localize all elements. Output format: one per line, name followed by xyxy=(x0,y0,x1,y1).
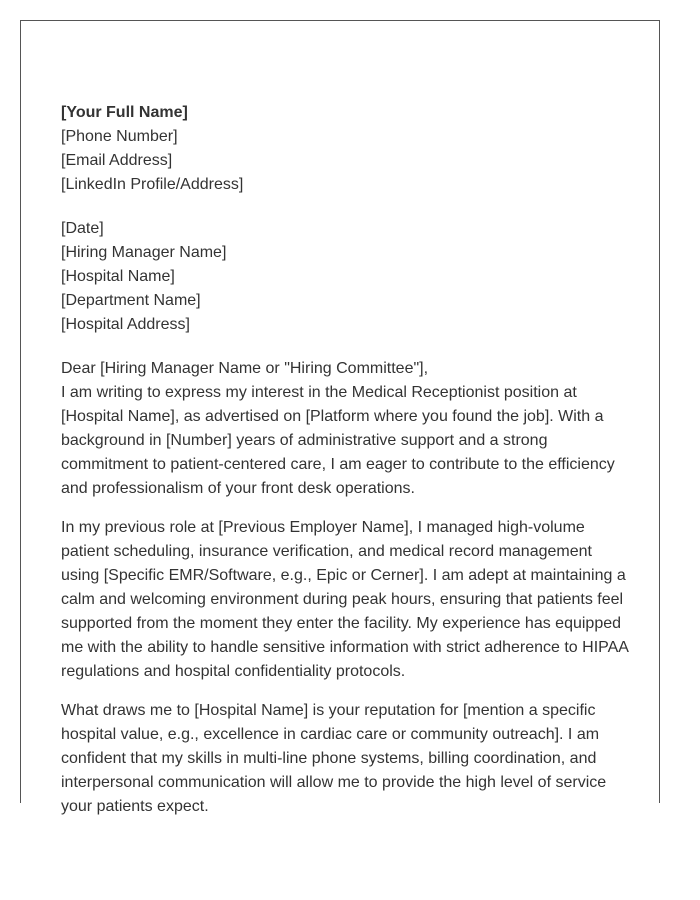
salutation: Dear [Hiring Manager Name or "Hiring Committee"], xyxy=(61,360,429,377)
body-paragraph-1: I am writing to express my interest in the Medical Receptionist position at [Hospital Name], as advertised on [Platform where you found the job]. With a background in [Number] years of administrative support and a strong commitment to patient-centered care, I am eager to contribute to the efficiency and professionalism of your front desk operations. xyxy=(61,384,615,497)
recipient-manager: [Hiring Manager Name] xyxy=(61,244,227,261)
sender-name: [Your Full Name] xyxy=(61,104,188,121)
letter-body xyxy=(61,357,631,819)
letter-date: [Date] xyxy=(61,220,104,237)
sender-linkedin: [LinkedIn Profile/Address] xyxy=(61,176,244,193)
body-paragraph-3: What draws me to [Hospital Name] is your reputation for [mention a specific hospital value, e.g., excellence in cardiac care or community outreach]. I am confident that my skills in multi-line phone systems, billing coordination, and interpersonal communication will allow me to provide the high level of service your patients expect. xyxy=(61,702,607,815)
sender-email: [Email Address] xyxy=(61,152,173,169)
recipient-address: [Hospital Address] xyxy=(61,316,190,333)
recipient-block xyxy=(61,217,631,337)
body-paragraph-2: In my previous role at [Previous Employer Name], I managed high-volume patient scheduling, insurance verification, and medical record management using [Specific EMR/Software, e.g., Epic or Cerner]. I am adept at maintaining a calm and welcoming environment during peak hours, ensuring that patients feel supported from the moment they enter the facility. My experience has equipped me with the ability to handle sensitive information with strict adherence to HIPAA regulations and hospital confidentiality protocols. xyxy=(61,519,629,680)
sender-block xyxy=(61,101,631,197)
letter-content xyxy=(61,101,631,819)
sender-phone: [Phone Number] xyxy=(61,128,178,145)
letter-page xyxy=(20,20,660,815)
recipient-hospital: [Hospital Name] xyxy=(61,268,175,285)
recipient-department: [Department Name] xyxy=(61,292,201,309)
